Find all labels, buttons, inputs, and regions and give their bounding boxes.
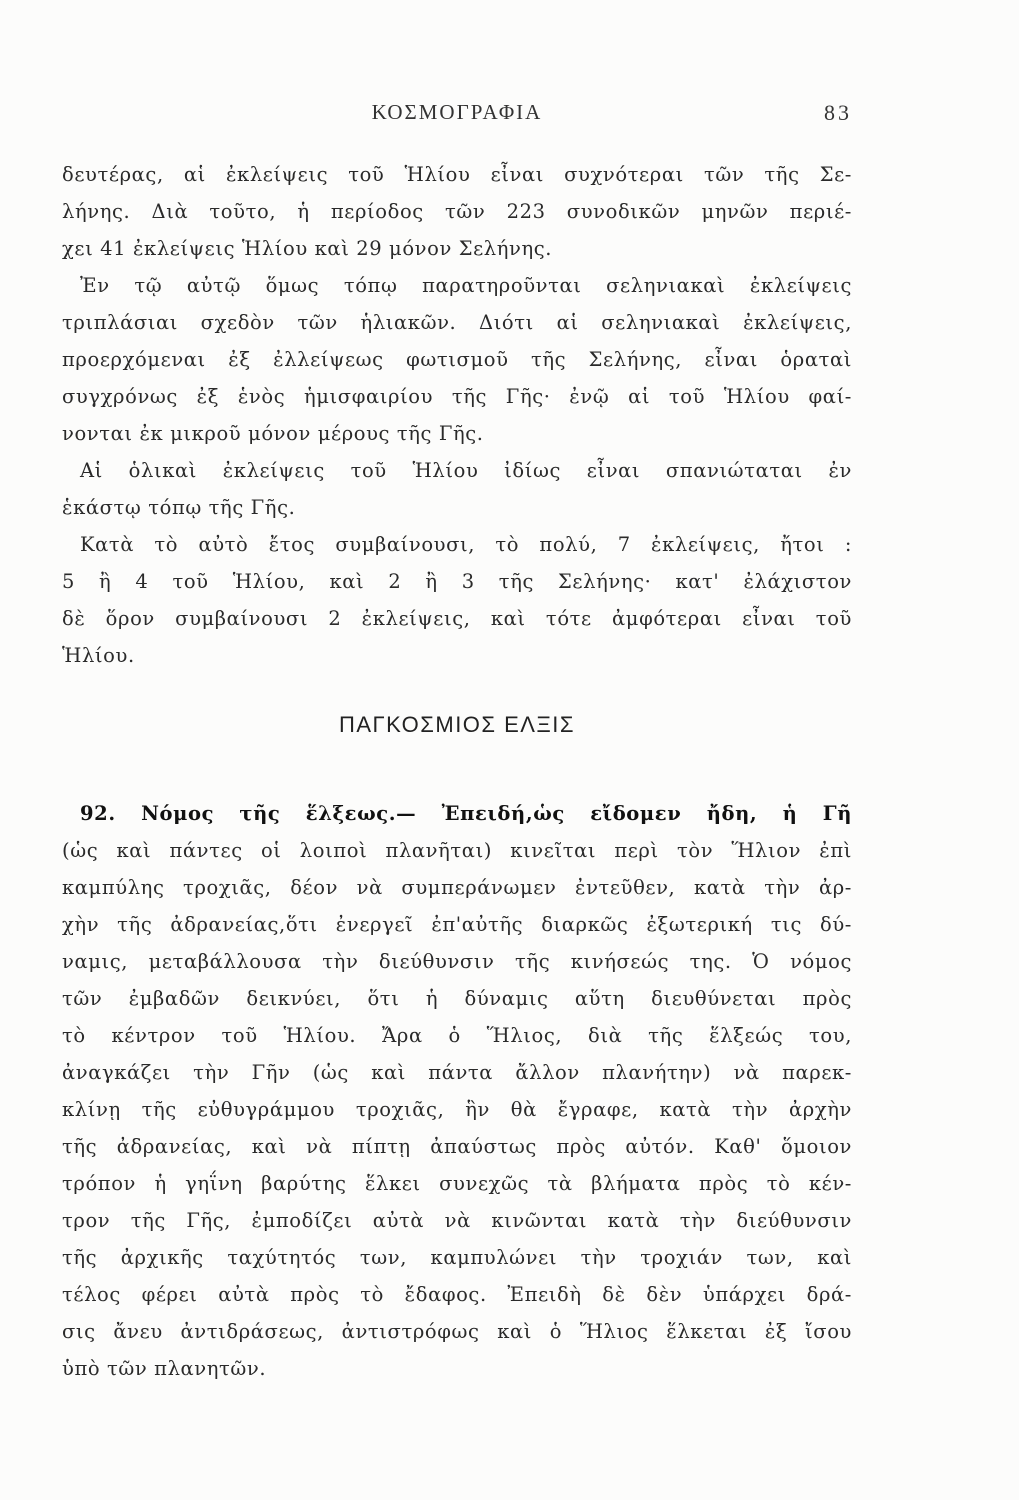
text-line: ὑπὸ τῶν πλανητῶν. <box>62 1357 267 1380</box>
paragraph-block-gravitation <box>62 795 852 1387</box>
text-line: δὲ ὅρον συμβαίνουσι 2 ἐκλείψεις, καὶ τότε ἀμφότεραι εἶναι τοῦ <box>62 607 852 630</box>
text-line: προερχόμεναι ἐξ ἐλλείψεως φωτισμοῦ τῆς Σελήνης, εἶναι ὁραταὶ <box>62 348 852 371</box>
text-line: χὴν τῆς ἀδρανείας,ὅτι ἐνεργεῖ ἐπ'αὐτῆς διαρκῶς ἐξωτερική τις δύ- <box>62 913 852 936</box>
text-line: Αἱ ὁλικαὶ ἐκλείψεις τοῦ Ἡλίου ἰδίως εἶναι σπανιώταται ἐν <box>80 459 852 482</box>
page-number: 83 <box>824 100 852 125</box>
text-line: 5 ἢ 4 τοῦ Ἡλίου, καὶ 2 ἢ 3 τῆς Σελήνης· κατ' ἐλάχιστον <box>62 570 852 593</box>
text-line: τῶν ἐμβαδῶν δεικνύει, ὅτι ἡ δύναμις αὕτη διευθύνεται πρὸς <box>62 987 852 1010</box>
text-line: καμπύλης τροχιᾶς, δέον νὰ συμπεράνωμεν ἐντεῦθεν, κατὰ τὴν ἀρ- <box>62 876 852 899</box>
text-line: συγχρόνως ἐξ ἑνὸς ἡμισφαιρίου τῆς Γῆς· ἐνῷ αἱ τοῦ Ἡλίου φαί- <box>62 385 852 408</box>
text-line: δευτέρας, αἱ ἐκλείψεις τοῦ Ἡλίου εἶναι συχνότεραι τῶν τῆς Σε- <box>62 163 852 186</box>
text-line: ναμις, μεταβάλλουσα τὴν διεύθυνσιν τῆς κινήσεώς της. Ὁ νόμος <box>62 950 852 973</box>
text-line: τῆς ἀδρανείας, καὶ νὰ πίπτῃ ἀπαύστως πρὸς αὐτόν. Καθ' ὅμοιον <box>62 1135 852 1158</box>
text-line: Ἡλίου. <box>62 644 135 667</box>
text-line: τὸ κέντρον τοῦ Ἡλίου. Ἄρα ὁ Ἥλιος, διὰ τῆς ἕλξεώς του, <box>62 1024 852 1047</box>
text-line: κλίνῃ τῆς εὐθυγράμμου τροχιᾶς, ἣν θὰ ἔγραφε, κατὰ τὴν ἀρχὴν <box>62 1098 852 1121</box>
text-line: 92. Νόμος τῆς ἕλξεως.— Ἐπειδή,ὡς εἴδομεν ἤδη, ἡ Γῆ <box>80 802 852 825</box>
text-line: τρόπον ἡ γηΐνη βαρύτης ἕλκει συνεχῶς τὰ βλήματα πρὸς τὸ κέν- <box>62 1172 852 1195</box>
paragraph-block-eclipses <box>62 156 852 674</box>
running-title: ΚΟΣΜΟΓΡΑΦΙΑ <box>371 100 543 124</box>
text-line: σις ἄνευ ἀντιδράσεως, ἀντιστρόφως καὶ ὁ Ἥλιος ἕλκεται ἐξ ἴσου <box>62 1320 852 1343</box>
text-line: λήνης. Διὰ τοῦτο, ἡ περίοδος τῶν 223 συνοδικῶν μηνῶν περιέ- <box>62 200 852 223</box>
text-line: ἀναγκάζει τὴν Γῆν (ὡς καὶ πάντα ἄλλον πλανήτην) νὰ παρεκ- <box>62 1061 852 1084</box>
page-header <box>62 100 852 130</box>
text-line: χει 41 ἐκλείψεις Ἡλίου καὶ 29 μόνον Σελήνης. <box>62 237 553 260</box>
section-heading: ΠΑΓΚΟΣΜΙΟΣ ΕΛΞΙΣ <box>338 712 576 737</box>
text-line: ἑκάστῳ τόπῳ τῆς Γῆς. <box>62 496 296 519</box>
text-line: Ἐν τῷ αὐτῷ ὅμως τόπῳ παρατηροῦνται σεληνιακαὶ ἐκλείψεις <box>80 274 852 297</box>
text-line: τρον τῆς Γῆς, ἐμποδίζει αὐτὰ νὰ κινῶνται κατὰ τὴν διεύθυνσιν <box>62 1209 852 1232</box>
text-line: τριπλάσιαι σχεδὸν τῶν ἡλιακῶν. Διότι αἱ σεληνιακαὶ ἐκλείψεις, <box>62 311 852 334</box>
text-line: νονται ἐκ μικροῦ μόνον μέρους τῆς Γῆς. <box>62 422 484 445</box>
text-line: (ὡς καὶ πάντες οἱ λοιποὶ πλανῆται) κινεῖται περὶ τὸν Ἥλιον ἐπὶ <box>62 839 852 862</box>
text-line: τέλος φέρει αὐτὰ πρὸς τὸ ἔδαφος. Ἐπειδὴ δὲ δὲν ὑπάρχει δρά- <box>62 1283 852 1306</box>
text-line: Κατὰ τὸ αὐτὸ ἔτος συμβαίνουσι, τὸ πολύ, 7 ἐκλείψεις, ἤτοι : <box>80 533 852 556</box>
text-line: τῆς ἀρχικῆς ταχύτητός των, καμπυλώνει τὴν τροχιάν των, καὶ <box>62 1246 852 1269</box>
